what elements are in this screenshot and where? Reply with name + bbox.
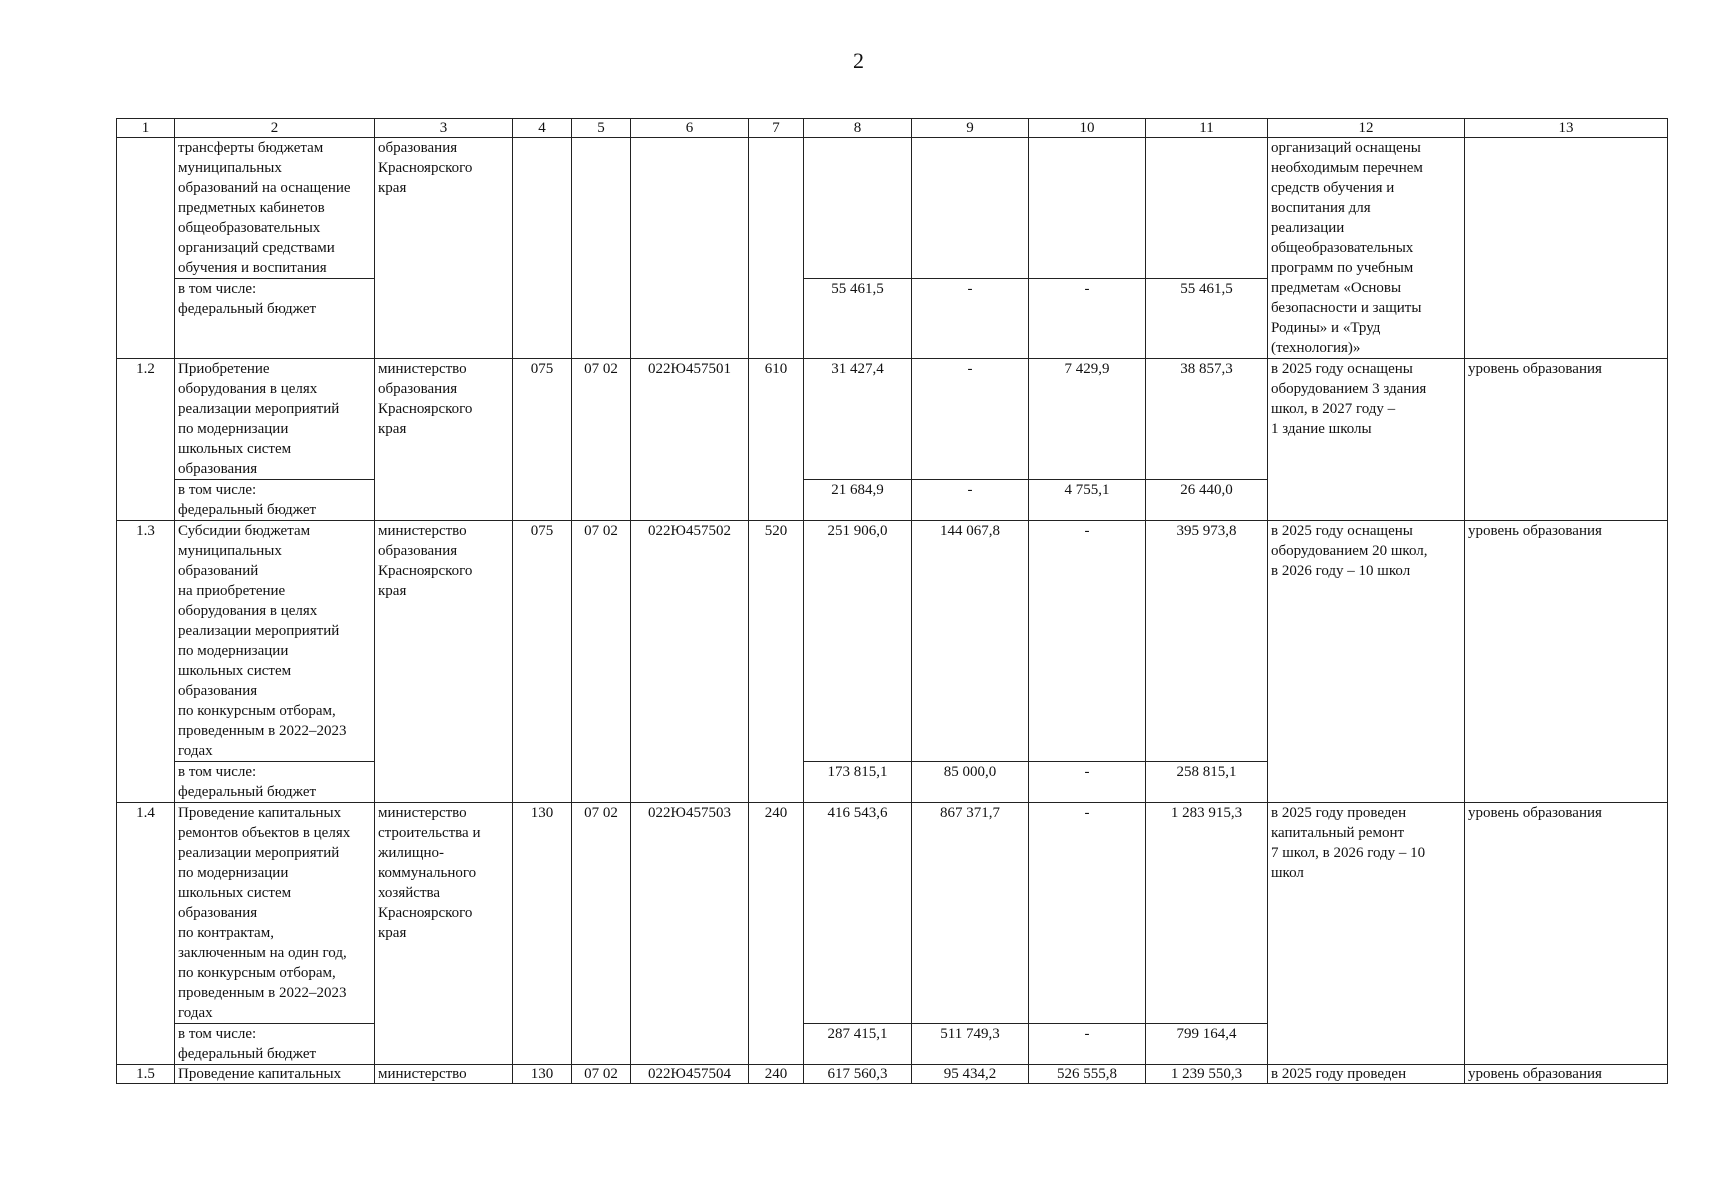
cell-c5: 07 02 — [572, 359, 631, 521]
sub-c11: 55 461,5 — [1146, 279, 1268, 359]
row-number — [117, 138, 175, 359]
cell-c5 — [572, 138, 631, 359]
cell-c4 — [513, 138, 572, 359]
expected-result: в 2025 году проведен — [1268, 1065, 1465, 1084]
col-header: 10 — [1029, 119, 1146, 138]
cell-c11: 38 857,3 — [1146, 359, 1268, 480]
col-header: 7 — [749, 119, 804, 138]
cell-c7: 240 — [749, 803, 804, 1065]
subtotal-label: в том числе: федеральный бюджет — [175, 480, 375, 521]
cell-c11: 1 239 550,3 — [1146, 1065, 1268, 1084]
subtotal-label: в том числе: федеральный бюджет — [175, 279, 375, 359]
cell-c11: 395 973,8 — [1146, 521, 1268, 762]
indicator: уровень образования — [1465, 521, 1668, 803]
sub-c8: 21 684,9 — [804, 480, 912, 521]
col-header: 12 — [1268, 119, 1465, 138]
indicator: уровень образования — [1465, 1065, 1668, 1084]
cell-c9: 867 371,7 — [912, 803, 1029, 1024]
cell-c10: 526 555,8 — [1029, 1065, 1146, 1084]
sub-c9: - — [912, 480, 1029, 521]
cell-c9: - — [912, 359, 1029, 480]
cell-c10: - — [1029, 521, 1146, 762]
cell-c11 — [1146, 138, 1268, 279]
measure-name: Приобретение оборудования в целях реализации мероприятий по модернизации школьных систем образования — [175, 359, 375, 480]
col-header: 11 — [1146, 119, 1268, 138]
cell-c7: 520 — [749, 521, 804, 803]
cell-c6 — [631, 138, 749, 359]
table-row — [117, 1065, 1668, 1084]
sub-c10: - — [1029, 762, 1146, 803]
cell-c9 — [912, 138, 1029, 279]
cell-c4: 130 — [513, 803, 572, 1065]
sub-c10: 4 755,1 — [1029, 480, 1146, 521]
expected-result: в 2025 году проведен капитальный ремонт 7 школ, в 2026 году – 10 школ — [1268, 803, 1465, 1065]
program-table — [116, 118, 1668, 1084]
cell-c6: 022Ю457503 — [631, 803, 749, 1065]
cell-c5: 07 02 — [572, 521, 631, 803]
col-header: 4 — [513, 119, 572, 138]
expected-result: в 2025 году оснащены оборудованием 3 здания школ, в 2027 году – 1 здание школы — [1268, 359, 1465, 521]
cell-c8: 251 906,0 — [804, 521, 912, 762]
cell-c5: 07 02 — [572, 803, 631, 1065]
cell-c7: 240 — [749, 1065, 804, 1084]
responsible-body: министерство строительства и жилищно- коммунального хозяйства Красноярского края — [375, 803, 513, 1065]
responsible-body: министерство — [375, 1065, 513, 1084]
cell-c4: 130 — [513, 1065, 572, 1084]
sub-c11: 258 815,1 — [1146, 762, 1268, 803]
sub-c10: - — [1029, 279, 1146, 359]
col-header: 6 — [631, 119, 749, 138]
cell-c11: 1 283 915,3 — [1146, 803, 1268, 1024]
row-number: 1.3 — [117, 521, 175, 803]
row-number: 1.2 — [117, 359, 175, 521]
sub-c8: 287 415,1 — [804, 1024, 912, 1065]
expected-result: организаций оснащены необходимым перечнем средств обучения и воспитания для реализации общеобразовательных программ по учебным предметам «Основы безопасности и защиты Родины» и «Труд (технология)» — [1268, 138, 1465, 359]
indicator — [1465, 138, 1668, 359]
col-header: 1 — [117, 119, 175, 138]
cell-c10 — [1029, 138, 1146, 279]
cell-c4: 075 — [513, 521, 572, 803]
sub-c8: 173 815,1 — [804, 762, 912, 803]
cell-c8: 31 427,4 — [804, 359, 912, 480]
indicator: уровень образования — [1465, 803, 1668, 1065]
sub-c11: 799 164,4 — [1146, 1024, 1268, 1065]
sub-c9: 511 749,3 — [912, 1024, 1029, 1065]
cell-c7: 610 — [749, 359, 804, 521]
sub-c10: - — [1029, 1024, 1146, 1065]
measure-name: Проведение капитальных — [175, 1065, 375, 1084]
col-header: 13 — [1465, 119, 1668, 138]
sub-c11: 26 440,0 — [1146, 480, 1268, 521]
cell-c9: 95 434,2 — [912, 1065, 1029, 1084]
subtotal-label: в том числе: федеральный бюджет — [175, 762, 375, 803]
cell-c6: 022Ю457501 — [631, 359, 749, 521]
cell-c10: 7 429,9 — [1029, 359, 1146, 480]
cell-c8: 617 560,3 — [804, 1065, 912, 1084]
col-header: 3 — [375, 119, 513, 138]
row-number: 1.5 — [117, 1065, 175, 1084]
cell-c9: 144 067,8 — [912, 521, 1029, 762]
measure-name: Проведение капитальных ремонтов объектов в целях реализации мероприятий по модернизации школьных систем образования по контрактам, заключенным на один год, по конкурсным отборам, проведенным в 2022–2023 годах — [175, 803, 375, 1024]
table-row — [117, 359, 1668, 480]
sub-c9: - — [912, 279, 1029, 359]
col-header: 9 — [912, 119, 1029, 138]
expected-result: в 2025 году оснащены оборудованием 20 школ, в 2026 году – 10 школ — [1268, 521, 1465, 803]
table-row — [117, 138, 1668, 279]
sub-c8: 55 461,5 — [804, 279, 912, 359]
cell-c5: 07 02 — [572, 1065, 631, 1084]
indicator: уровень образования — [1465, 359, 1668, 521]
cell-c8 — [804, 138, 912, 279]
col-header: 8 — [804, 119, 912, 138]
col-header: 5 — [572, 119, 631, 138]
cell-c10: - — [1029, 803, 1146, 1024]
cell-c4: 075 — [513, 359, 572, 521]
sub-c9: 85 000,0 — [912, 762, 1029, 803]
responsible-body: министерство образования Красноярского края — [375, 521, 513, 803]
row-number: 1.4 — [117, 803, 175, 1065]
page-number: 2 — [853, 48, 864, 73]
cell-c8: 416 543,6 — [804, 803, 912, 1024]
header-row — [117, 119, 1668, 138]
subtotal-label: в том числе: федеральный бюджет — [175, 1024, 375, 1065]
responsible-body: министерство образования Красноярского края — [375, 359, 513, 521]
cell-c7 — [749, 138, 804, 359]
table-row — [117, 521, 1668, 762]
measure-name: трансферты бюджетам муниципальных образований на оснащение предметных кабинетов общеобразовательных организаций средствами обучения и воспитания — [175, 138, 375, 279]
col-header: 2 — [175, 119, 375, 138]
measure-name: Субсидии бюджетам муниципальных образований на приобретение оборудования в целях реализации мероприятий по модернизации школьных систем образования по конкурсным отборам, проведенным в 2022–2023 годах — [175, 521, 375, 762]
table-row — [117, 803, 1668, 1024]
responsible-body: образования Красноярского края — [375, 138, 513, 359]
cell-c6: 022Ю457502 — [631, 521, 749, 803]
cell-c6: 022Ю457504 — [631, 1065, 749, 1084]
